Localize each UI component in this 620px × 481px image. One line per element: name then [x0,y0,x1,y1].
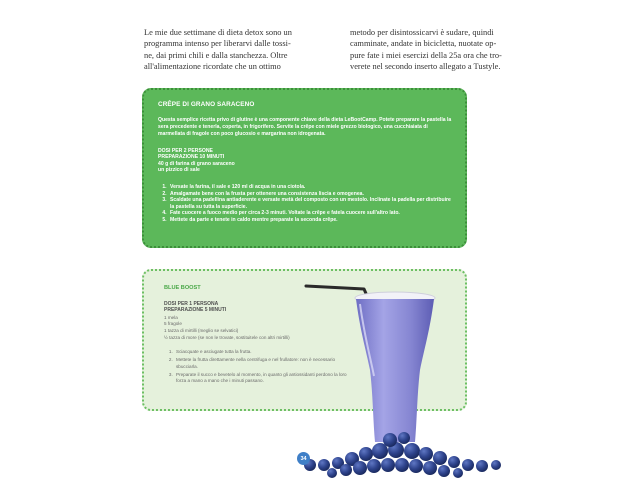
step-item: 1. Versate la farina, il sale e 120 ml di acqua in una ciotola. [168,184,453,191]
blueberry-pile-icon [304,432,501,478]
recipe-title: BLUE BOOST [164,285,201,291]
ingredient-list [158,161,453,174]
ingredient-item: 1 mela [164,314,178,320]
intro-line: metodo per disintossicarvi è sudare, quindi [350,28,494,37]
ingredient-item: 1 tazza di mirtilli (meglio se selvatici) [164,328,239,333]
recipe-servings: DOSI PER 1 PERSONA [164,301,219,307]
intro-line: verete nel secondo inserto allegato a Tustyle. [350,62,501,72]
step-item: 2. Amalgamate bene con la frusta per ottenere una consistenza liscia e omogenea. [168,191,453,198]
intro-text [144,27,502,73]
step-item: 5. Mettete da parte e tenete in caldo mentre preparate la seconda crêpe. [168,217,453,224]
ingredient-item: 5 fragole [164,321,182,327]
ingredient-item: 40 g di farina di grano saraceno [158,160,235,167]
step-item: 4. Fate cuocere a fuoco medio per circa 2-3 minuti. Voltate la crêpe e fatela cuocere sull'altro lato. [168,210,453,217]
step-item: 3. Preparate il succo e bevetelo al momento, in quanto gli antiossidanti perdono la loro forza a mano a mano che i minuti passano. [174,372,349,384]
ingredient-item: un pizzico di sale [158,167,200,174]
recipe-card-crepe [142,88,467,248]
intro-line: Le mie due settimane di dieta detox sono un [144,28,292,37]
step-item: 3. Scaldate una padellina antiaderente e versate metà del composto con un mestolo. Inclinate la padella per distribuire la pastella su tutta la superficie. [168,197,453,210]
intro-line: all'alimentazione ricordate che un ottimo [144,62,281,72]
recipe-servings: DOSI PER 2 PERSONE [158,147,213,154]
recipe-intro: Questa semplice ricetta privo di glutine è una componente chiave della dieta LeBootCamp. Potete preparare la pastella la sera precedente e tenerla, coperta, in frigorifero. Servite la crêpe con miele grezzo biologico, una cucchiaiata di marmellata di fragole con poco glucosio e margarina non idrogenata. [158,117,452,138]
intro-line: programma intenso per liberarvi dalle tossi- [144,39,291,49]
smoothie-glass-illustration [280,270,510,480]
step-list [158,184,453,224]
recipe-prep-time: PREPARAZIONE 5 MINUTI [164,307,227,314]
ingredient-item: ½ tazza di more (se non le trovate, sostituitele con altri mirtilli) [164,334,290,340]
page-number-badge: 34 [297,452,310,465]
intro-column-left [144,27,292,73]
step-item: 2. Mettete la frutta direttamente nella centrifuga e nel frullatore: non è necessario sbucciarla. [174,357,349,369]
step-item: 1. Sciacquate e asciugate tutta la frutta. [174,349,349,355]
intro-line: camminate, andate in bicicletta, nuotate op- [350,39,497,49]
recipe-title: CRÊPE DI GRANO SARACENO [158,101,255,108]
intro-line: pure fate i miei esercizi della 25a ora che tro- [350,50,502,60]
intro-line: ne, dai primi chili e dalla stanchezza. Oltre [144,50,288,60]
recipe-prep-time: PREPARAZIONE 10 MINUTI [158,154,225,161]
intro-column-right [350,27,502,73]
